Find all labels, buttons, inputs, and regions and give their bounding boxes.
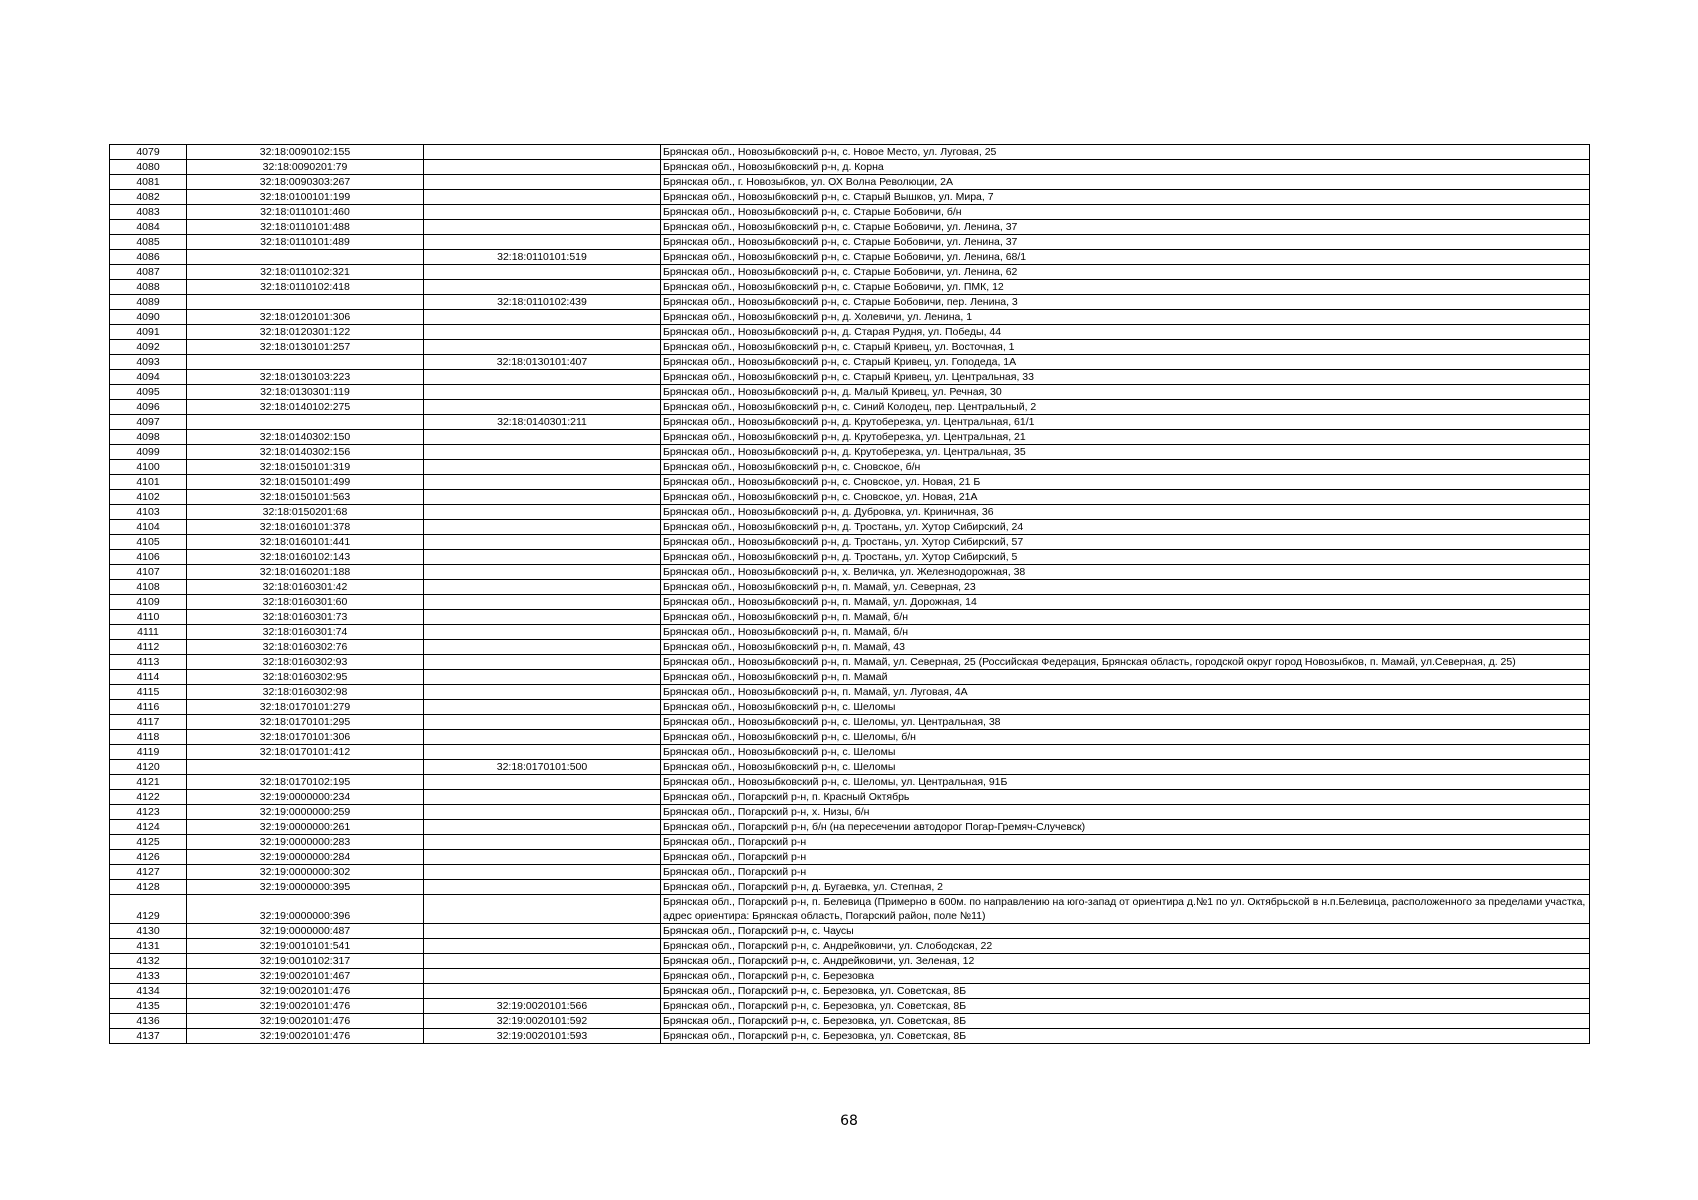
related-cadastral-number-cell bbox=[424, 145, 661, 160]
address-cell: Брянская обл., Погарский р-н, б/н (на пересечении автодорог Погар-Гремяч-Случевск) bbox=[661, 820, 1590, 835]
row-number-cell: 4112 bbox=[110, 640, 187, 655]
cadastral-number-cell: 32:19:0020101:467 bbox=[187, 969, 424, 984]
address-cell: Брянская обл., Новозыбковский р-н, д. Крутоберезка, ул. Центральная, 21 bbox=[661, 430, 1590, 445]
table-row bbox=[110, 954, 1590, 969]
address-cell: Брянская обл., Новозыбковский р-н, п. Мамай, ул. Северная, 25 (Российская Федерация, Брянская область, городской округ город Новозыбков, п. Мамай, ул.Северная, д. 25) bbox=[661, 655, 1590, 670]
related-cadastral-number-cell bbox=[424, 190, 661, 205]
address-cell: Брянская обл., Новозыбковский р-н, с. Старый Кривец, ул. Центральная, 33 bbox=[661, 370, 1590, 385]
cadastral-number-cell: 32:18:0170101:279 bbox=[187, 700, 424, 715]
row-number-cell: 4102 bbox=[110, 490, 187, 505]
cadastral-number-cell: 32:18:0170101:412 bbox=[187, 745, 424, 760]
table-row bbox=[110, 370, 1590, 385]
cadastral-number-cell: 32:18:0160302:95 bbox=[187, 670, 424, 685]
related-cadastral-number-cell bbox=[424, 850, 661, 865]
cadastral-number-cell bbox=[187, 760, 424, 775]
cadastral-number-cell: 32:18:0120301:122 bbox=[187, 325, 424, 340]
table-row bbox=[110, 415, 1590, 430]
table-row bbox=[110, 280, 1590, 295]
cadastral-number-cell bbox=[187, 415, 424, 430]
table-row bbox=[110, 924, 1590, 939]
row-number-cell: 4099 bbox=[110, 445, 187, 460]
cadastral-number-cell: 32:18:0120101:306 bbox=[187, 310, 424, 325]
address-cell: Брянская обл., Новозыбковский р-н, с. Сновское, ул. Новая, 21 Б bbox=[661, 475, 1590, 490]
address-cell: Брянская обл., Новозыбковский р-н, с. Старые Бобовичи, ул. Ленина, 62 bbox=[661, 265, 1590, 280]
related-cadastral-number-cell bbox=[424, 220, 661, 235]
table-row bbox=[110, 265, 1590, 280]
cadastral-number-cell: 32:19:0000000:234 bbox=[187, 790, 424, 805]
table-row bbox=[110, 505, 1590, 520]
cadastral-number-cell: 32:18:0110101:460 bbox=[187, 205, 424, 220]
address-cell: Брянская обл., Новозыбковский р-н, д. Холевичи, ул. Ленина, 1 bbox=[661, 310, 1590, 325]
address-cell: Брянская обл., Новозыбковский р-н, п. Мамай, 43 bbox=[661, 640, 1590, 655]
table-row bbox=[110, 685, 1590, 700]
address-cell: Брянская обл., Погарский р-н, с. Березовка, ул. Советская, 8Б bbox=[661, 1014, 1590, 1029]
table-row bbox=[110, 310, 1590, 325]
address-cell: Брянская обл., Погарский р-н, с. Андрейковичи, ул. Зеленая, 12 bbox=[661, 954, 1590, 969]
table-row bbox=[110, 475, 1590, 490]
table-row bbox=[110, 190, 1590, 205]
table-row bbox=[110, 715, 1590, 730]
cadastral-table bbox=[109, 144, 1590, 1044]
row-number-cell: 4104 bbox=[110, 520, 187, 535]
address-cell: Брянская обл., Новозыбковский р-н, д. Крутоберезка, ул. Центральная, 61/1 bbox=[661, 415, 1590, 430]
row-number-cell: 4134 bbox=[110, 984, 187, 999]
related-cadastral-number-cell: 32:19:0020101:593 bbox=[424, 1029, 661, 1044]
related-cadastral-number-cell bbox=[424, 880, 661, 895]
row-number-cell: 4086 bbox=[110, 250, 187, 265]
address-cell: Брянская обл., Новозыбковский р-н, д. Крутоберезка, ул. Центральная, 35 bbox=[661, 445, 1590, 460]
table-row bbox=[110, 160, 1590, 175]
address-cell: Брянская обл., Новозыбковский р-н, х. Величка, ул. Железнодорожная, 38 bbox=[661, 565, 1590, 580]
related-cadastral-number-cell bbox=[424, 685, 661, 700]
cadastral-number-cell: 32:18:0140102:275 bbox=[187, 400, 424, 415]
related-cadastral-number-cell bbox=[424, 565, 661, 580]
table-row bbox=[110, 730, 1590, 745]
table-row bbox=[110, 520, 1590, 535]
address-cell: Брянская обл., Новозыбковский р-н, п. Мамай bbox=[661, 670, 1590, 685]
address-cell: Брянская обл., Погарский р-н, с. Березовка bbox=[661, 969, 1590, 984]
row-number-cell: 4119 bbox=[110, 745, 187, 760]
address-cell: Брянская обл., Погарский р-н, с. Березовка, ул. Советская, 8Б bbox=[661, 984, 1590, 999]
related-cadastral-number-cell bbox=[424, 205, 661, 220]
table-row bbox=[110, 235, 1590, 250]
address-cell: Брянская обл., Новозыбковский р-н, с. Старые Бобовичи, б/н bbox=[661, 205, 1590, 220]
related-cadastral-number-cell bbox=[424, 865, 661, 880]
cadastral-number-cell: 32:19:0000000:261 bbox=[187, 820, 424, 835]
related-cadastral-number-cell bbox=[424, 670, 661, 685]
row-number-cell: 4080 bbox=[110, 160, 187, 175]
cadastral-number-cell: 32:18:0160201:188 bbox=[187, 565, 424, 580]
related-cadastral-number-cell bbox=[424, 265, 661, 280]
cadastral-number-cell: 32:18:0090201:79 bbox=[187, 160, 424, 175]
table-row bbox=[110, 775, 1590, 790]
related-cadastral-number-cell bbox=[424, 895, 661, 924]
table-row bbox=[110, 670, 1590, 685]
related-cadastral-number-cell bbox=[424, 984, 661, 999]
address-cell: Брянская обл., Погарский р-н, х. Низы, б/н bbox=[661, 805, 1590, 820]
table-row bbox=[110, 805, 1590, 820]
cadastral-number-cell: 32:19:0020101:476 bbox=[187, 1029, 424, 1044]
address-cell: Брянская обл., Новозыбковский р-н, с. Старый Кривец, ул. Гоподеда, 1А bbox=[661, 355, 1590, 370]
row-number-cell: 4125 bbox=[110, 835, 187, 850]
cadastral-number-cell bbox=[187, 295, 424, 310]
row-number-cell: 4098 bbox=[110, 430, 187, 445]
row-number-cell: 4123 bbox=[110, 805, 187, 820]
cadastral-number-cell: 32:18:0130101:257 bbox=[187, 340, 424, 355]
row-number-cell: 4087 bbox=[110, 265, 187, 280]
row-number-cell: 4107 bbox=[110, 565, 187, 580]
cadastral-number-cell: 32:18:0140302:150 bbox=[187, 430, 424, 445]
related-cadastral-number-cell bbox=[424, 475, 661, 490]
cadastral-number-cell: 32:18:0170101:295 bbox=[187, 715, 424, 730]
table-row bbox=[110, 999, 1590, 1014]
related-cadastral-number-cell bbox=[424, 939, 661, 954]
table-row bbox=[110, 490, 1590, 505]
cadastral-number-cell: 32:18:0160302:98 bbox=[187, 685, 424, 700]
row-number-cell: 4095 bbox=[110, 385, 187, 400]
cadastral-number-cell: 32:19:0010102:317 bbox=[187, 954, 424, 969]
related-cadastral-number-cell bbox=[424, 655, 661, 670]
related-cadastral-number-cell: 32:18:0140301:211 bbox=[424, 415, 661, 430]
row-number-cell: 4130 bbox=[110, 924, 187, 939]
related-cadastral-number-cell bbox=[424, 610, 661, 625]
cadastral-number-cell: 32:18:0130301:119 bbox=[187, 385, 424, 400]
table-row bbox=[110, 895, 1590, 924]
address-cell: Брянская обл., Новозыбковский р-н, с. Сновское, ул. Новая, 21А bbox=[661, 490, 1590, 505]
related-cadastral-number-cell bbox=[424, 385, 661, 400]
row-number-cell: 4129 bbox=[110, 895, 187, 924]
table-row bbox=[110, 175, 1590, 190]
table-row bbox=[110, 625, 1590, 640]
related-cadastral-number-cell bbox=[424, 730, 661, 745]
cadastral-number-cell: 32:18:0160301:73 bbox=[187, 610, 424, 625]
related-cadastral-number-cell bbox=[424, 954, 661, 969]
row-number-cell: 4084 bbox=[110, 220, 187, 235]
related-cadastral-number-cell: 32:19:0020101:566 bbox=[424, 999, 661, 1014]
table-row bbox=[110, 220, 1590, 235]
cadastral-number-cell: 32:18:0110102:321 bbox=[187, 265, 424, 280]
row-number-cell: 4088 bbox=[110, 280, 187, 295]
table-row bbox=[110, 565, 1590, 580]
related-cadastral-number-cell: 32:19:0020101:592 bbox=[424, 1014, 661, 1029]
row-number-cell: 4135 bbox=[110, 999, 187, 1014]
related-cadastral-number-cell: 32:18:0110101:519 bbox=[424, 250, 661, 265]
address-cell: Брянская обл., Погарский р-н, с. Березовка, ул. Советская, 8Б bbox=[661, 1029, 1590, 1044]
related-cadastral-number-cell bbox=[424, 580, 661, 595]
row-number-cell: 4126 bbox=[110, 850, 187, 865]
table-row bbox=[110, 340, 1590, 355]
table-row bbox=[110, 355, 1590, 370]
related-cadastral-number-cell bbox=[424, 969, 661, 984]
table-row bbox=[110, 760, 1590, 775]
related-cadastral-number-cell bbox=[424, 445, 661, 460]
cadastral-number-cell: 32:18:0160302:93 bbox=[187, 655, 424, 670]
address-cell: Брянская обл., Погарский р-н, с. Андрейковичи, ул. Слободская, 22 bbox=[661, 939, 1590, 954]
address-cell: Брянская обл., Новозыбковский р-н, п. Мамай, ул. Дорожная, 14 bbox=[661, 595, 1590, 610]
row-number-cell: 4124 bbox=[110, 820, 187, 835]
cadastral-number-cell: 32:18:0150101:563 bbox=[187, 490, 424, 505]
related-cadastral-number-cell bbox=[424, 340, 661, 355]
row-number-cell: 4114 bbox=[110, 670, 187, 685]
row-number-cell: 4097 bbox=[110, 415, 187, 430]
cadastral-number-cell: 32:19:0020101:476 bbox=[187, 999, 424, 1014]
cadastral-number-cell: 32:18:0130103:223 bbox=[187, 370, 424, 385]
table-row bbox=[110, 640, 1590, 655]
table-body bbox=[110, 145, 1590, 1044]
related-cadastral-number-cell bbox=[424, 430, 661, 445]
table-row bbox=[110, 745, 1590, 760]
related-cadastral-number-cell bbox=[424, 400, 661, 415]
row-number-cell: 4132 bbox=[110, 954, 187, 969]
cadastral-number-cell: 32:18:0160301:60 bbox=[187, 595, 424, 610]
related-cadastral-number-cell bbox=[424, 625, 661, 640]
row-number-cell: 4128 bbox=[110, 880, 187, 895]
row-number-cell: 4108 bbox=[110, 580, 187, 595]
address-cell: Брянская обл., Новозыбковский р-н, с. Старые Бобовичи, пер. Ленина, 3 bbox=[661, 295, 1590, 310]
row-number-cell: 4118 bbox=[110, 730, 187, 745]
address-cell: Брянская обл., Новозыбковский р-н, п. Мамай, б/н bbox=[661, 610, 1590, 625]
table-row bbox=[110, 535, 1590, 550]
row-number-cell: 4103 bbox=[110, 505, 187, 520]
cadastral-number-cell: 32:18:0140302:156 bbox=[187, 445, 424, 460]
table-row bbox=[110, 984, 1590, 999]
row-number-cell: 4081 bbox=[110, 175, 187, 190]
related-cadastral-number-cell bbox=[424, 805, 661, 820]
address-cell: Брянская обл., Погарский р-н, д. Бугаевка, ул. Степная, 2 bbox=[661, 880, 1590, 895]
row-number-cell: 4115 bbox=[110, 685, 187, 700]
cadastral-number-cell: 32:19:0000000:395 bbox=[187, 880, 424, 895]
table-row bbox=[110, 790, 1590, 805]
row-number-cell: 4092 bbox=[110, 340, 187, 355]
related-cadastral-number-cell bbox=[424, 460, 661, 475]
cadastral-number-cell: 32:18:0150101:499 bbox=[187, 475, 424, 490]
address-cell: Брянская обл., Новозыбковский р-н, п. Мамай, ул. Северная, 23 bbox=[661, 580, 1590, 595]
cadastral-number-cell: 32:18:0150101:319 bbox=[187, 460, 424, 475]
table-row bbox=[110, 865, 1590, 880]
cadastral-number-cell: 32:19:0000000:302 bbox=[187, 865, 424, 880]
address-cell: Брянская обл., Новозыбковский р-н, п. Мамай, ул. Луговая, 4А bbox=[661, 685, 1590, 700]
row-number-cell: 4121 bbox=[110, 775, 187, 790]
related-cadastral-number-cell bbox=[424, 370, 661, 385]
related-cadastral-number-cell bbox=[424, 520, 661, 535]
cadastral-number-cell: 32:19:0000000:259 bbox=[187, 805, 424, 820]
related-cadastral-number-cell bbox=[424, 775, 661, 790]
related-cadastral-number-cell bbox=[424, 820, 661, 835]
address-cell: Брянская обл., Новозыбковский р-н, с. Старые Бобовичи, ул. Ленина, 37 bbox=[661, 235, 1590, 250]
address-cell: Брянская обл., Новозыбковский р-н, с. Старые Бобовичи, ул. ПМК, 12 bbox=[661, 280, 1590, 295]
row-number-cell: 4105 bbox=[110, 535, 187, 550]
address-cell: Брянская обл., Новозыбковский р-н, с. Шеломы, б/н bbox=[661, 730, 1590, 745]
related-cadastral-number-cell bbox=[424, 505, 661, 520]
related-cadastral-number-cell bbox=[424, 715, 661, 730]
cadastral-number-cell: 32:19:0000000:396 bbox=[187, 895, 424, 924]
row-number-cell: 4090 bbox=[110, 310, 187, 325]
cadastral-number-cell: 32:18:0100101:199 bbox=[187, 190, 424, 205]
address-cell: Брянская обл., Новозыбковский р-н, д. Тростань, ул. Хутор Сибирский, 5 bbox=[661, 550, 1590, 565]
related-cadastral-number-cell: 32:18:0170101:500 bbox=[424, 760, 661, 775]
table-row bbox=[110, 430, 1590, 445]
address-cell: Брянская обл., Новозыбковский р-н, д. Дубровка, ул. Криничная, 36 bbox=[661, 505, 1590, 520]
cadastral-number-cell: 32:18:0110101:488 bbox=[187, 220, 424, 235]
table-row bbox=[110, 460, 1590, 475]
row-number-cell: 4082 bbox=[110, 190, 187, 205]
table-row bbox=[110, 205, 1590, 220]
cadastral-number-cell: 32:18:0110102:418 bbox=[187, 280, 424, 295]
cadastral-number-cell: 32:19:0020101:476 bbox=[187, 984, 424, 999]
table-row bbox=[110, 655, 1590, 670]
table-row bbox=[110, 835, 1590, 850]
cadastral-number-cell: 32:18:0160301:42 bbox=[187, 580, 424, 595]
related-cadastral-number-cell bbox=[424, 235, 661, 250]
row-number-cell: 4085 bbox=[110, 235, 187, 250]
table-row bbox=[110, 1014, 1590, 1029]
related-cadastral-number-cell: 32:18:0130101:407 bbox=[424, 355, 661, 370]
address-cell: Брянская обл., Погарский р-н, п. Красный Октябрь bbox=[661, 790, 1590, 805]
row-number-cell: 4116 bbox=[110, 700, 187, 715]
cadastral-number-cell: 32:18:0160101:441 bbox=[187, 535, 424, 550]
table-row bbox=[110, 145, 1590, 160]
cadastral-number-cell: 32:18:0170102:195 bbox=[187, 775, 424, 790]
row-number-cell: 4101 bbox=[110, 475, 187, 490]
row-number-cell: 4111 bbox=[110, 625, 187, 640]
address-cell: Брянская обл., Новозыбковский р-н, с. Новое Место, ул. Луговая, 25 bbox=[661, 145, 1590, 160]
address-cell: Брянская обл., г. Новозыбков, ул. ОХ Волна Революции, 2А bbox=[661, 175, 1590, 190]
row-number-cell: 4113 bbox=[110, 655, 187, 670]
address-cell: Брянская обл., Новозыбковский р-н, с. Сновское, б/н bbox=[661, 460, 1590, 475]
address-cell: Брянская обл., Погарский р-н bbox=[661, 835, 1590, 850]
row-number-cell: 4096 bbox=[110, 400, 187, 415]
cadastral-number-cell: 32:18:0160301:74 bbox=[187, 625, 424, 640]
table-row bbox=[110, 850, 1590, 865]
table-row bbox=[110, 595, 1590, 610]
related-cadastral-number-cell bbox=[424, 835, 661, 850]
cadastral-number-cell: 32:18:0150201:68 bbox=[187, 505, 424, 520]
table-row bbox=[110, 580, 1590, 595]
table-row bbox=[110, 880, 1590, 895]
table-row bbox=[110, 385, 1590, 400]
cadastral-number-cell: 32:18:0160101:378 bbox=[187, 520, 424, 535]
cadastral-number-cell: 32:19:0000000:284 bbox=[187, 850, 424, 865]
row-number-cell: 4083 bbox=[110, 205, 187, 220]
cadastral-number-cell: 32:19:0000000:283 bbox=[187, 835, 424, 850]
related-cadastral-number-cell bbox=[424, 550, 661, 565]
related-cadastral-number-cell bbox=[424, 310, 661, 325]
cadastral-number-cell: 32:18:0090102:155 bbox=[187, 145, 424, 160]
address-cell: Брянская обл., Новозыбковский р-н, с. Синий Колодец, пер. Центральный, 2 bbox=[661, 400, 1590, 415]
address-cell: Брянская обл., Погарский р-н, п. Белевица (Примерно в 600м. по направлению на юго-запад от ориентира д.№1 по ул. Октябрьской в н.п.Белевица, расположенного за пределами участка, адрес ориентира: Брянская область, Погарский район, поле №11) bbox=[661, 895, 1590, 924]
table-row bbox=[110, 550, 1590, 565]
row-number-cell: 4091 bbox=[110, 325, 187, 340]
cadastral-number-cell: 32:19:0020101:476 bbox=[187, 1014, 424, 1029]
table-row bbox=[110, 445, 1590, 460]
row-number-cell: 4131 bbox=[110, 939, 187, 954]
table-row bbox=[110, 610, 1590, 625]
row-number-cell: 4117 bbox=[110, 715, 187, 730]
address-cell: Брянская обл., Новозыбковский р-н, п. Мамай, б/н bbox=[661, 625, 1590, 640]
address-cell: Брянская обл., Погарский р-н, с. Чаусы bbox=[661, 924, 1590, 939]
table-row bbox=[110, 1029, 1590, 1044]
address-cell: Брянская обл., Новозыбковский р-н, д. Малый Кривец, ул. Речная, 30 bbox=[661, 385, 1590, 400]
table-row bbox=[110, 820, 1590, 835]
related-cadastral-number-cell bbox=[424, 640, 661, 655]
address-cell: Брянская обл., Погарский р-н bbox=[661, 850, 1590, 865]
address-cell: Брянская обл., Погарский р-н bbox=[661, 865, 1590, 880]
cadastral-number-cell bbox=[187, 355, 424, 370]
address-cell: Брянская обл., Новозыбковский р-н, д. Старая Рудня, ул. Победы, 44 bbox=[661, 325, 1590, 340]
cadastral-number-cell: 32:18:0110101:489 bbox=[187, 235, 424, 250]
row-number-cell: 4079 bbox=[110, 145, 187, 160]
table-row bbox=[110, 969, 1590, 984]
table-row bbox=[110, 295, 1590, 310]
row-number-cell: 4137 bbox=[110, 1029, 187, 1044]
row-number-cell: 4133 bbox=[110, 969, 187, 984]
row-number-cell: 4094 bbox=[110, 370, 187, 385]
related-cadastral-number-cell bbox=[424, 595, 661, 610]
table-row bbox=[110, 700, 1590, 715]
address-cell: Брянская обл., Новозыбковский р-н, с. Старые Бобовичи, ул. Ленина, 68/1 bbox=[661, 250, 1590, 265]
related-cadastral-number-cell bbox=[424, 924, 661, 939]
address-cell: Брянская обл., Новозыбковский р-н, д. Корна bbox=[661, 160, 1590, 175]
cadastral-number-cell: 32:19:0010101:541 bbox=[187, 939, 424, 954]
related-cadastral-number-cell bbox=[424, 325, 661, 340]
cadastral-number-cell: 32:18:0160302:76 bbox=[187, 640, 424, 655]
address-cell: Брянская обл., Новозыбковский р-н, с. Старый Вышков, ул. Мира, 7 bbox=[661, 190, 1590, 205]
row-number-cell: 4106 bbox=[110, 550, 187, 565]
row-number-cell: 4093 bbox=[110, 355, 187, 370]
table-row bbox=[110, 400, 1590, 415]
address-cell: Брянская обл., Новозыбковский р-н, с. Шеломы bbox=[661, 760, 1590, 775]
address-cell: Брянская обл., Новозыбковский р-н, с. Шеломы bbox=[661, 700, 1590, 715]
related-cadastral-number-cell bbox=[424, 535, 661, 550]
address-cell: Брянская обл., Новозыбковский р-н, с. Старый Кривец, ул. Восточная, 1 bbox=[661, 340, 1590, 355]
row-number-cell: 4100 bbox=[110, 460, 187, 475]
related-cadastral-number-cell: 32:18:0110102:439 bbox=[424, 295, 661, 310]
cadastral-number-cell: 32:18:0170101:306 bbox=[187, 730, 424, 745]
cadastral-number-cell: 32:18:0160102:143 bbox=[187, 550, 424, 565]
address-cell: Брянская обл., Новозыбковский р-н, д. Тростань, ул. Хутор Сибирский, 57 bbox=[661, 535, 1590, 550]
address-cell: Брянская обл., Новозыбковский р-н, с. Шеломы bbox=[661, 745, 1590, 760]
table-row bbox=[110, 325, 1590, 340]
row-number-cell: 4089 bbox=[110, 295, 187, 310]
address-cell: Брянская обл., Погарский р-н, с. Березовка, ул. Советская, 8Б bbox=[661, 999, 1590, 1014]
page-number: 68 bbox=[840, 1113, 858, 1129]
related-cadastral-number-cell bbox=[424, 700, 661, 715]
related-cadastral-number-cell bbox=[424, 790, 661, 805]
related-cadastral-number-cell bbox=[424, 490, 661, 505]
row-number-cell: 4136 bbox=[110, 1014, 187, 1029]
table-row bbox=[110, 939, 1590, 954]
address-cell: Брянская обл., Новозыбковский р-н, с. Старые Бобовичи, ул. Ленина, 37 bbox=[661, 220, 1590, 235]
related-cadastral-number-cell bbox=[424, 280, 661, 295]
related-cadastral-number-cell bbox=[424, 160, 661, 175]
cadastral-number-cell: 32:18:0090303:267 bbox=[187, 175, 424, 190]
row-number-cell: 4122 bbox=[110, 790, 187, 805]
row-number-cell: 4109 bbox=[110, 595, 187, 610]
related-cadastral-number-cell bbox=[424, 175, 661, 190]
related-cadastral-number-cell bbox=[424, 745, 661, 760]
row-number-cell: 4110 bbox=[110, 610, 187, 625]
address-cell: Брянская обл., Новозыбковский р-н, с. Шеломы, ул. Центральная, 91Б bbox=[661, 775, 1590, 790]
row-number-cell: 4120 bbox=[110, 760, 187, 775]
table-row bbox=[110, 250, 1590, 265]
address-cell: Брянская обл., Новозыбковский р-н, д. Тростань, ул. Хутор Сибирский, 24 bbox=[661, 520, 1590, 535]
cadastral-number-cell bbox=[187, 250, 424, 265]
row-number-cell: 4127 bbox=[110, 865, 187, 880]
cadastral-number-cell: 32:19:0000000:487 bbox=[187, 924, 424, 939]
address-cell: Брянская обл., Новозыбковский р-н, с. Шеломы, ул. Центральная, 38 bbox=[661, 715, 1590, 730]
